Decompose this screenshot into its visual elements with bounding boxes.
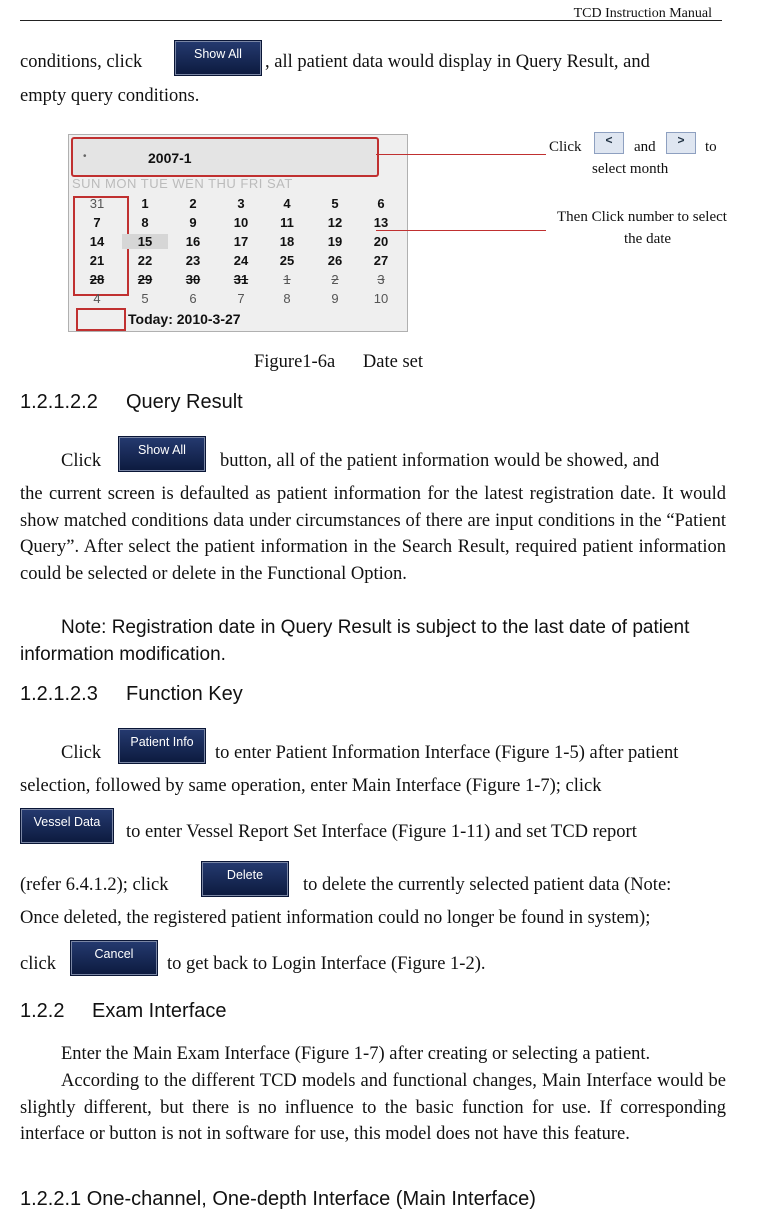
calendar-day-cell[interactable]: 12 xyxy=(327,215,343,230)
query-note: Note: Registration date in Query Result is subject to the last date of patient information modification. xyxy=(20,617,690,665)
prev-month-button-icon: < xyxy=(594,132,624,154)
vessel-data-button[interactable]: Vessel Data xyxy=(20,808,114,844)
calendar-day-cell[interactable]: 7 xyxy=(93,215,101,230)
calendar-day-cell[interactable]: 8 xyxy=(283,291,291,306)
calendar-day-cell[interactable]: 20 xyxy=(373,234,389,249)
calendar-day-cell[interactable]: 14 xyxy=(89,234,105,249)
calendar-day-cell[interactable]: 13 xyxy=(373,215,389,230)
annot-then-click: Then Click number to select xyxy=(557,209,727,225)
show-all-button-inline[interactable]: Show All xyxy=(118,436,206,472)
calendar-day-cell[interactable]: 9 xyxy=(331,291,339,306)
exam-paragraph-1: Enter the Main Exam Interface (Figure 1-7) after creating or selecting a patient. xyxy=(61,1044,651,1064)
query-click-text: Click xyxy=(61,451,102,471)
running-header: TCD Instruction Manual xyxy=(573,6,712,21)
calendar-day-cell[interactable]: 28 xyxy=(89,272,105,287)
show-all-button[interactable]: Show All xyxy=(174,40,262,76)
calendar-day-cell[interactable]: 9 xyxy=(189,215,197,230)
function-after-cancel: to get back to Login Interface (Figure 1-2). xyxy=(167,954,486,974)
annot-to: to xyxy=(705,139,717,155)
calendar-day-cell[interactable]: 23 xyxy=(185,253,201,268)
annot-click: Click xyxy=(549,139,582,155)
cancel-button[interactable]: Cancel xyxy=(70,940,158,976)
calendar-day-cell[interactable]: 7 xyxy=(237,291,245,306)
patient-info-button[interactable]: Patient Info xyxy=(118,728,206,764)
calendar-day-cell[interactable]: 1 xyxy=(141,196,149,211)
calendar-day-cell[interactable]: 25 xyxy=(279,253,295,268)
function-after-delete: to delete the currently selected patient data (Note: xyxy=(303,875,672,895)
intro-text-line2: empty query conditions. xyxy=(20,86,200,106)
calendar-day-cell[interactable]: 22 xyxy=(137,253,153,268)
calendar-day-cell[interactable]: 17 xyxy=(233,234,249,249)
date-callout-line xyxy=(376,230,546,231)
calendar-weekday-header: SUN MON TUE WEN THU FRI SAT xyxy=(72,176,293,191)
calendar-day-cell[interactable]: 4 xyxy=(283,196,291,211)
section-query-number: 1.2.1.2.2 xyxy=(20,391,98,413)
calendar-day-cell[interactable]: 19 xyxy=(327,234,343,249)
calendar-day-cell[interactable]: 3 xyxy=(237,196,245,211)
annot-select-month: select month xyxy=(592,161,669,177)
calendar-day-cell[interactable]: 18 xyxy=(279,234,295,249)
calendar-day-cell[interactable]: 5 xyxy=(331,196,339,211)
section-query-title: Query Result xyxy=(126,391,243,413)
calendar-day-cell[interactable]: 2 xyxy=(331,272,339,287)
calendar-day-cell[interactable]: 10 xyxy=(373,291,389,306)
query-paragraph: the current screen is defaulted as patient information for the latest registration date. It would show matched conditions data under circumstances of there are input conditions in the “Patient Query”. After select the patient information in the Search Result, required patient information could be selected or delete in the Functional Option. xyxy=(20,484,726,584)
calendar-day-cell[interactable]: 2 xyxy=(189,196,197,211)
calendar-day-cell[interactable]: 5 xyxy=(141,291,149,306)
section-function-number: 1.2.1.2.3 xyxy=(20,683,98,705)
calendar-day-cell[interactable]: 21 xyxy=(89,253,105,268)
function-click-last: click xyxy=(20,954,56,974)
function-click-1: Click xyxy=(61,743,102,763)
section-exam-number: 1.2.2 xyxy=(20,1000,65,1022)
function-line5: Once deleted, the registered patient information could no longer be found in system); xyxy=(20,908,651,928)
function-after-vessel: to enter Vessel Report Set Interface (Figure 1-11) and set TCD report xyxy=(126,822,637,842)
month-navigation-highlight xyxy=(71,137,379,177)
intro-text-before: conditions, click xyxy=(20,52,143,72)
calendar-day-cell[interactable]: 6 xyxy=(189,291,197,306)
figure-caption: Figure1-6a Date set xyxy=(254,352,424,372)
prev-month-arrow-icon[interactable]: • xyxy=(83,151,87,162)
annot-the-date: the date xyxy=(624,231,672,247)
calendar-day-cell[interactable]: 1 xyxy=(283,272,291,287)
calendar-day-cell[interactable]: 30 xyxy=(185,272,201,287)
section-function-title: Function Key xyxy=(126,683,243,705)
delete-button[interactable]: Delete xyxy=(201,861,289,897)
section-exam-title: Exam Interface xyxy=(92,1000,227,1022)
calendar-day-cell[interactable]: 31 xyxy=(233,272,249,287)
function-refer: (refer 6.4.1.2); click xyxy=(20,875,169,895)
calendar-day-cell[interactable]: 31 xyxy=(89,196,105,211)
next-month-button-icon: > xyxy=(666,132,696,154)
intro-text-after: , all patient data would display in Query Result, and xyxy=(265,52,650,72)
today-box-highlight xyxy=(76,308,126,331)
calendar-day-cell[interactable]: 27 xyxy=(373,253,389,268)
function-after-patient: to enter Patient Information Interface (Figure 1-5) after patient xyxy=(215,743,679,763)
exam-paragraph-2: According to the different TCD models and functional changes, Main Interface would be slightly different, but there is no influence to the basic function for use. If corresponding interface or button is not in software for use, this model does not have this feature. xyxy=(20,1071,726,1144)
calendar-day-cell[interactable]: 15 xyxy=(122,234,168,249)
calendar-month-title: 2007-1 xyxy=(148,150,192,166)
calendar-day-cell[interactable]: 8 xyxy=(141,215,149,230)
section-one-channel-title: 1.2.2.1 One-channel, One-depth Interface (Main Interface) xyxy=(20,1188,536,1210)
header-rule xyxy=(20,20,722,21)
annot-and: and xyxy=(634,139,656,155)
calendar-day-cell[interactable]: 16 xyxy=(185,234,201,249)
calendar-day-cell[interactable]: 4 xyxy=(93,291,101,306)
calendar-day-cell[interactable]: 11 xyxy=(280,215,294,230)
month-callout-line xyxy=(376,154,546,155)
function-line2: selection, followed by same operation, enter Main Interface (Figure 1-7); click xyxy=(20,776,602,796)
calendar-day-cell[interactable]: 6 xyxy=(377,196,385,211)
query-after-button: button, all of the patient information would be showed, and xyxy=(220,451,660,471)
calendar-day-cell[interactable]: 10 xyxy=(233,215,249,230)
calendar-day-cell[interactable]: 29 xyxy=(137,272,153,287)
calendar-day-cell[interactable]: 26 xyxy=(327,253,343,268)
calendar-day-cell[interactable]: 3 xyxy=(377,272,385,287)
calendar-day-cell[interactable]: 24 xyxy=(233,253,249,268)
calendar-today-label[interactable]: Today: 2010-3-27 xyxy=(128,311,241,327)
